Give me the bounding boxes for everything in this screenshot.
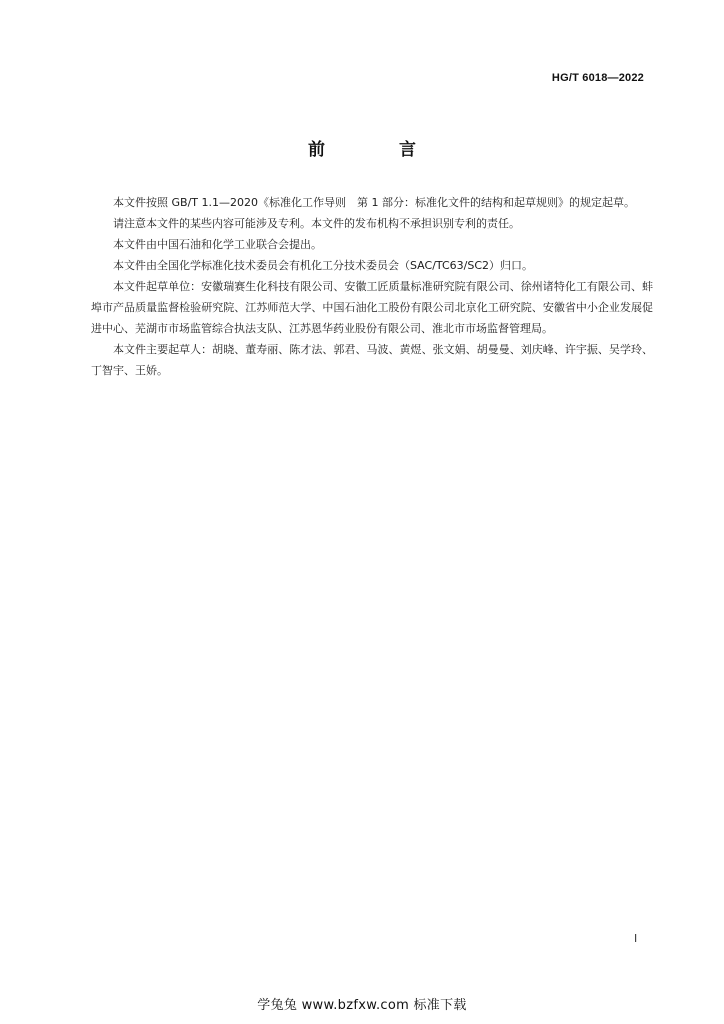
paragraph-proposer: 本文件由中国石油和化学工业联合会提出。 — [113, 238, 322, 251]
page-number: I — [634, 932, 638, 945]
foreword-title: 前 言 — [308, 140, 450, 160]
paragraph-drafting-rules: 本文件按照 GB/T 1.1—2020《标准化工作导则 第 1 部分：标准化文件的结构和起草规则》的规定起草。 — [113, 196, 635, 209]
paragraph-administrator: 本文件由全国化学标准化技术委员会有机化工分技术委员会（SAC/TC63/SC2）归口。 — [113, 259, 534, 272]
paragraph-drafting-organizations: 本文件起草单位：安徽瑞赛生化科技有限公司、安徽工匠质量标准研究院有限公司、徐州诸特化工有限公司、蚌埠市产品质量监督检验研究院、江苏师范大学、中国石油化工股份有限公司北京化工研究院、安徽省中小企业发展促进中心、芜湖市市场监管综合执法支队、江苏恩华药业股份有限公司、淮北市市场监督管理局。 — [91, 280, 653, 335]
foreword-body — [91, 192, 653, 381]
paragraph-main-drafters: 本文件主要起草人：胡晓、董寿丽、陈才法、郭君、马波、黄煜、张文娟、胡曼曼、刘庆峰、许宇振、吴学玲、丁智宇、王娇。 — [91, 343, 653, 377]
paragraph-patent-notice: 请注意本文件的某些内容可能涉及专利。本文件的发布机构不承担识别专利的责任。 — [113, 217, 520, 230]
download-watermark: 学兔兔 www.bzfxw.com 标准下载 — [257, 998, 467, 1013]
standard-code: HG/T 6018—2022 — [551, 72, 644, 84]
